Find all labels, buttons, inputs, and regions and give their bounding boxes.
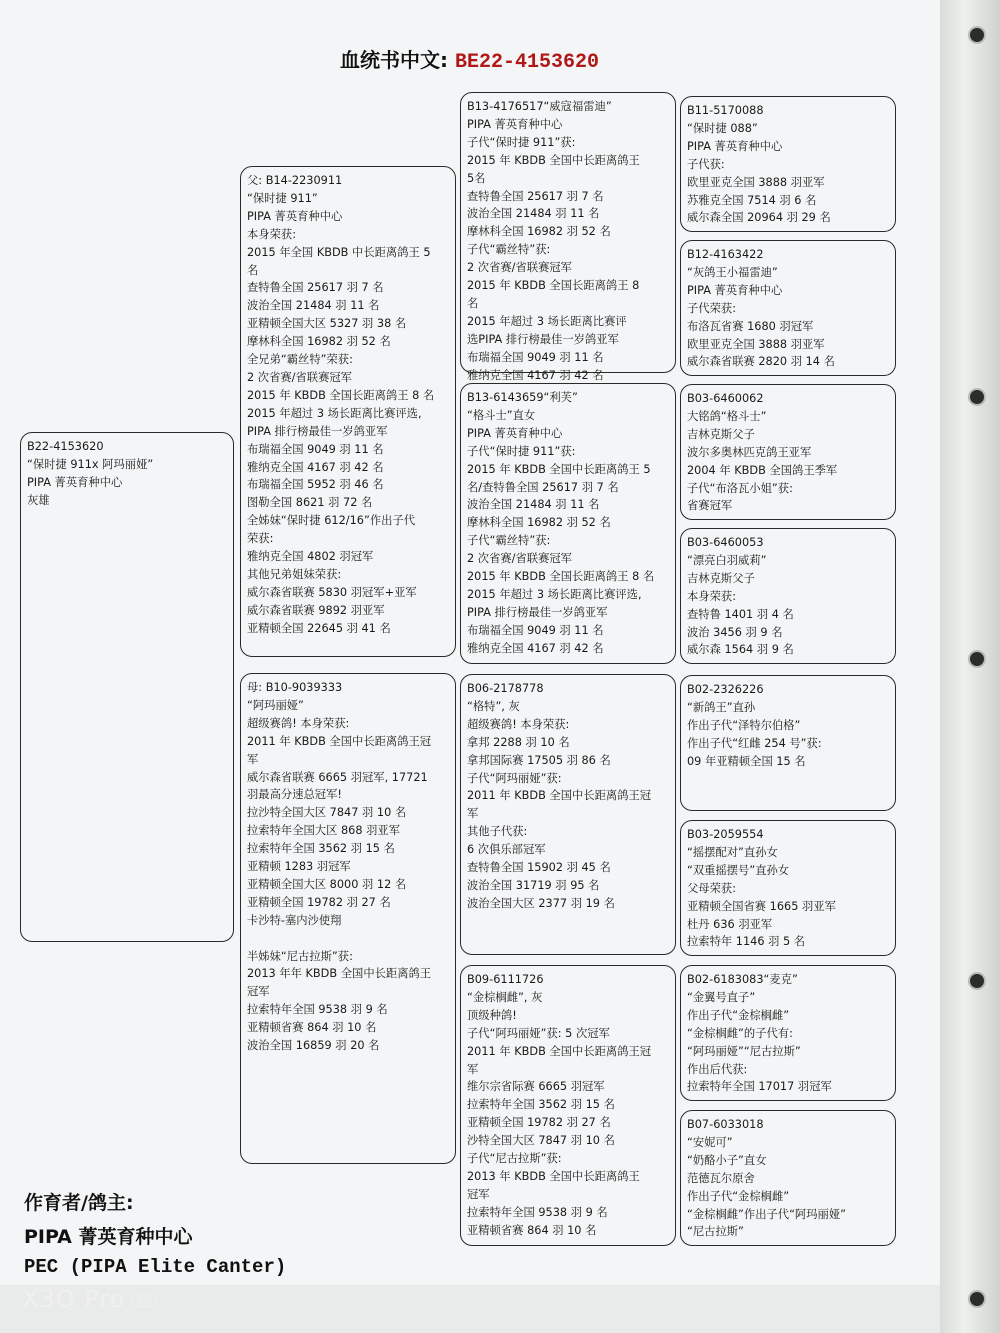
- text-line: 2 次省赛/省联赛冠军: [467, 261, 572, 275]
- text-line: 布洛瓦省赛 1680 羽冠军: [687, 319, 814, 333]
- text-line: 波治全国 21484 羽 11 名: [247, 299, 380, 313]
- text-line: 名/查特鲁全国 25617 羽 7 名: [467, 480, 619, 494]
- text-line: 全兄弟“霸丝特”荣获:: [247, 353, 353, 367]
- text-line: 2015 年 KBDB 全国长距离鸽王 8 名: [247, 388, 435, 402]
- text-line: 作出子代“红雌 254 号”获:: [687, 736, 822, 750]
- text-line: 子代获:: [687, 157, 725, 171]
- text-line: B02-6183083“麦克”: [687, 973, 798, 986]
- great-grandparent-box: [680, 240, 896, 376]
- text-line: 2011 年 KBDB 全国中长距离鸽王冠: [467, 789, 652, 803]
- text-line: 雅纳克全国 4167 羽 42 名: [247, 460, 384, 474]
- text-line: B07-6033018: [687, 1118, 764, 1131]
- text-line: 2011 年 KBDB 全国中长距离鸽王冠: [247, 734, 432, 748]
- text-line: 父: B14-2230911: [247, 174, 343, 187]
- text-line: 父母荣获:: [687, 881, 736, 895]
- text-line: 2015 年超过 3 场长距离比赛评选,: [247, 406, 422, 420]
- text-line: 2015 年 KBDB 全国长距离鸽王 8: [467, 279, 640, 293]
- text-line: B09-6111726: [467, 973, 544, 986]
- text-line: 荣获:: [247, 532, 274, 546]
- watermark-5g-badge: 5G: [131, 1294, 157, 1307]
- text-line: “双重摇摆号”直孙女: [687, 863, 790, 877]
- text-line: 卡沙特-塞内沙使翔: [247, 913, 342, 927]
- text-line: 亚精顿全国大区 5327 羽 38 名: [247, 317, 407, 331]
- text-line: “保时捷 088”: [687, 121, 758, 135]
- granddam-paternal-box: [460, 383, 676, 664]
- text-line: 波治全国 16859 羽 20 名: [247, 1039, 380, 1053]
- text-line: 波治全国 21484 羽 11 名: [467, 207, 600, 221]
- text-line: 2013 年 KBDB 全国中长距离鸽王: [467, 1169, 640, 1183]
- text-line: B11-5170088: [687, 104, 764, 117]
- text-line: 图勒全国 8621 羽 72 名: [247, 496, 373, 510]
- text-line: 本身荣获:: [687, 589, 736, 603]
- text-line: B03-6460053: [687, 536, 764, 549]
- text-line: 2013 年年 KBDB 全国中长距离鸽王: [247, 967, 432, 981]
- text-line: 查特鲁 1401 羽 4 名: [687, 607, 794, 621]
- text-line: 子代“布洛瓦小姐”获:: [687, 481, 793, 495]
- text-line: 亚精顿全国 22645 羽 41 名: [247, 621, 391, 635]
- grandsire-paternal-box: [460, 92, 676, 382]
- text-line: 5名: [467, 171, 486, 185]
- text-line: “保时捷 911x 阿玛丽娅”: [27, 457, 154, 471]
- text-line: 拉索特年全国大区 868 羽亚军: [247, 824, 401, 838]
- text-line: PIPA 排行榜最佳一岁鸽亚军: [247, 424, 388, 438]
- text-line: 拉索特年全国 9538 羽 9 名: [467, 1205, 608, 1219]
- text-line: 全姊妹“保时捷 612/16”作出子代: [247, 514, 416, 528]
- text-line: 作出后代获:: [687, 1062, 748, 1076]
- text-line: “阿玛丽娅”“尼古拉斯”: [687, 1044, 801, 1058]
- text-line: 查特鲁全国 25617 羽 7 名: [467, 189, 604, 203]
- text-line: 吉林克斯父子: [687, 427, 755, 441]
- ring-number: BE22-4153620: [454, 51, 599, 74]
- text-line: 摩林科全国 16982 羽 52 名: [247, 335, 391, 349]
- binder-hole: [968, 26, 986, 44]
- sire-box: [240, 166, 456, 657]
- text-line: PIPA 菁英育种中心: [687, 139, 783, 153]
- text-line: 军: [247, 752, 259, 766]
- text-line: “金棕榈雌”的子代有:: [687, 1026, 793, 1040]
- text-line: 欧里亚克全国 3888 羽亚军: [687, 337, 825, 351]
- text-line: 维尔宗省际赛 6665 羽冠军: [467, 1080, 605, 1094]
- text-line: 09 年亚精顿全国 15 名: [687, 754, 806, 768]
- text-line: 灰雄: [27, 493, 50, 507]
- text-line: 查特鲁全国 25617 羽 7 名: [247, 281, 384, 295]
- text-line: 拿邦国际赛 17505 羽 86 名: [467, 753, 611, 767]
- text-line: 亚精顿省赛 864 羽 10 名: [247, 1021, 377, 1035]
- text-line: 拉索特年全国 3562 羽 15 名: [247, 842, 395, 856]
- great-grandparent-box: [680, 820, 896, 956]
- text-line: 子代“阿玛丽娅”获: 5 次冠军: [467, 1026, 610, 1040]
- text-line: 冠军: [467, 1187, 490, 1201]
- text-line: 范德瓦尔原舍: [687, 1171, 755, 1185]
- great-grandparent-box: [680, 96, 896, 232]
- text-line: 拉沙特全国大区 7847 羽 10 名: [247, 806, 407, 820]
- text-line: 拉索特年全国 17017 羽冠军: [687, 1080, 832, 1094]
- text-line: 名: [247, 263, 259, 277]
- text-line: 2011 年 KBDB 全国中长距离鸽王冠: [467, 1044, 652, 1058]
- text-line: “新鸽王”直孙: [687, 700, 756, 714]
- text-line: 欧里亚克全国 3888 羽亚军: [687, 175, 825, 189]
- text-line: “格特”, 灰: [467, 699, 520, 713]
- title-label: 血统书中文:: [340, 48, 448, 72]
- text-line: “奶酪小子”直女: [687, 1153, 767, 1167]
- breeder-label: 作育者/鸽主:: [24, 1192, 134, 1214]
- text-line: 摩林科全国 16982 羽 52 名: [467, 516, 611, 530]
- text-line: 2 次省赛/省联赛冠军: [247, 370, 352, 384]
- text-line: 2004 年 KBDB 全国鸽王季军: [687, 463, 838, 477]
- text-line: 苏雅克全国 7514 羽 6 名: [687, 193, 817, 207]
- text-line: 波治全国大区 2377 羽 19 名: [467, 896, 615, 910]
- text-line: B03-2059554: [687, 828, 764, 841]
- binder-hole: [968, 972, 986, 990]
- text-line: 波治全国 31719 羽 95 名: [467, 878, 600, 892]
- breeder-name: PIPA 菁英育种中心: [24, 1226, 193, 1248]
- text-line: 拉索特年全国 3562 羽 15 名: [467, 1098, 615, 1112]
- text-line: B13-4176517“威寇福雷迪”: [467, 100, 612, 113]
- text-line: “摇摆配对”直孙女: [687, 845, 778, 859]
- text-line: 拉索特年 1146 羽 5 名: [687, 935, 806, 949]
- text-line: 布瑞福全国 9049 羽 11 名: [467, 350, 604, 364]
- text-line: B02-2326226: [687, 683, 764, 696]
- text-line: 亚精顿全国 19782 羽 27 名: [467, 1116, 611, 1130]
- text-line: 本身荣获:: [247, 227, 296, 241]
- watermark-text: X3O Pro: [22, 1285, 126, 1313]
- subject-box: [20, 432, 234, 942]
- text-line: 名: [467, 296, 479, 310]
- binder-hole: [968, 1290, 986, 1308]
- text-line: 雅纳克全国 4167 羽 42 名: [467, 641, 604, 655]
- text-line: 波治全国 21484 羽 11 名: [467, 498, 600, 512]
- text-line: 亚精顿全国 19782 羽 27 名: [247, 895, 391, 909]
- text-line: PIPA 菁英育种中心: [247, 209, 343, 223]
- text-line: PIPA 菁英育种中心: [467, 426, 563, 440]
- pedigree-title: [340, 44, 599, 74]
- text-line: 威尔森省联赛 6665 羽冠军, 17721: [247, 770, 428, 784]
- text-line: 冠军: [247, 985, 270, 999]
- text-line: 威尔森 1564 羽 9 名: [687, 643, 794, 657]
- text-line: “金棕榈雌”, 灰: [467, 990, 543, 1004]
- text-line: 吉林克斯父子: [687, 571, 755, 585]
- text-line: 羽最高分速总冠军!: [247, 788, 342, 802]
- text-line: “安妮可”: [687, 1135, 733, 1149]
- text-line: 作出子代“金棕榈雌”: [687, 1189, 790, 1203]
- text-line: 作出子代“泽特尔伯格”: [687, 718, 801, 732]
- text-line: 子代“尼古拉斯”获:: [467, 1152, 562, 1166]
- text-line: 超级赛鸽! 本身荣获:: [467, 717, 570, 731]
- text-line: 2015 年超过 3 场长距离比赛评选,: [467, 587, 642, 601]
- text-line: “灰鸽王小福雷迪”: [687, 265, 778, 279]
- text-line: 军: [467, 1062, 479, 1076]
- breeder-english-name: PEC (PIPA Elite Canter): [24, 1256, 287, 1278]
- text-line: 作出子代“金棕榈雌”: [687, 1008, 790, 1022]
- text-line: 大铭鸽“格斗士”: [687, 409, 767, 423]
- text-line: 雅纳克全国 4802 羽冠军: [247, 550, 374, 564]
- text-line: 摩林科全国 16982 羽 52 名: [467, 225, 611, 239]
- text-line: 拉索特年全国 9538 羽 9 名: [247, 1003, 388, 1017]
- great-grandparent-box: [680, 384, 896, 520]
- great-grandparent-box: [680, 965, 896, 1101]
- text-line: “保时捷 911”: [247, 191, 318, 205]
- text-line: 威尔森省联赛 2820 羽 14 名: [687, 355, 835, 369]
- text-line: 顶级种鸽!: [467, 1008, 517, 1022]
- text-line: 2015 年 KBDB 全国长距离鸽王 8 名: [467, 570, 655, 584]
- text-line: “金棕榈雌”作出子代“阿玛丽娅”: [687, 1207, 846, 1221]
- text-line: PIPA 排行榜最佳一岁鸽亚军: [467, 605, 608, 619]
- text-line: “阿玛丽娅”: [247, 698, 304, 712]
- text-line: B06-2178778: [467, 682, 544, 695]
- dam-box: [240, 673, 456, 1164]
- text-line: 超级赛鸽! 本身荣获:: [247, 716, 350, 730]
- text-line: PIPA 菁英育种中心: [27, 475, 123, 489]
- text-line: 2015 年 KBDB 全国中长距离鸽王 5: [467, 462, 651, 476]
- text-line: 省赛冠军: [687, 499, 733, 513]
- text-line: 波尔多奥林匹克鸽王亚军: [687, 445, 812, 459]
- text-line: 2 次省赛/省联赛冠军: [467, 552, 572, 566]
- text-line: 半姊妹“尼古拉斯”获:: [247, 949, 353, 963]
- binder-sleeve: [940, 0, 1000, 1333]
- text-line: 子代“保时捷 911”获:: [467, 444, 576, 458]
- text-line: 亚精顿省赛 864 羽 10 名: [467, 1223, 597, 1237]
- text-line: 2015 年全国 KBDB 中长距离鸽王 5: [247, 245, 431, 259]
- text-line: 2015 年超过 3 场长距离比赛评: [467, 314, 627, 328]
- text-line: PIPA 菁英育种中心: [687, 283, 783, 297]
- text-line: “金翼号直子”: [687, 990, 756, 1004]
- text-line: “格斗士”直女: [467, 408, 536, 422]
- text-line: 军: [467, 807, 479, 821]
- text-line: B03-6460062: [687, 392, 764, 405]
- text-line: 雅纳克全国 4167 羽 42 名: [467, 368, 604, 382]
- text-line: 杜丹 636 羽亚军: [687, 917, 773, 931]
- text-line: 威尔森全国 20964 羽 29 名: [687, 211, 831, 225]
- binder-hole: [968, 650, 986, 668]
- text-line: 沙特全国大区 7847 羽 10 名: [467, 1134, 615, 1148]
- text-line: B12-4163422: [687, 248, 764, 261]
- text-line: PIPA 菁英育种中心: [467, 117, 563, 131]
- great-grandparent-box: [680, 1110, 896, 1246]
- text-line: 子代“保时捷 911”获:: [467, 135, 576, 149]
- grandsire-maternal-box: [460, 674, 676, 955]
- text-line: 威尔森省联赛 9892 羽亚军: [247, 603, 385, 617]
- text-line: B13-6143659“利芙”: [467, 391, 578, 404]
- text-line: 子代“霸丝特”获:: [467, 243, 551, 257]
- text-line: 子代“阿玛丽娅”获:: [467, 771, 562, 785]
- text-line: 其他子代获:: [467, 825, 528, 839]
- text-line: 布瑞福全国 9049 羽 11 名: [247, 442, 384, 456]
- text-line: 拿邦 2288 羽 10 名: [467, 735, 570, 749]
- text-line: 其他兄弟姐妹荣获:: [247, 567, 342, 581]
- text-line: 子代“霸丝特”获:: [467, 534, 551, 548]
- text-line: [247, 930, 450, 948]
- text-line: 6 次俱乐部冠军: [467, 843, 546, 857]
- text-line: 威尔森省联赛 5830 羽冠军+亚军: [247, 585, 417, 599]
- text-line: 波治 3456 羽 9 名: [687, 625, 783, 639]
- camera-watermark: [22, 1285, 157, 1313]
- text-line: “尼古拉斯”: [687, 1225, 744, 1239]
- text-line: 亚精顿全国省赛 1665 羽亚军: [687, 899, 836, 913]
- great-grandparent-box: [680, 675, 896, 811]
- text-line: 亚精顿 1283 羽冠军: [247, 860, 351, 874]
- text-line: 查特鲁全国 15902 羽 45 名: [467, 861, 611, 875]
- text-line: 2015 年 KBDB 全国中长距离鸽王: [467, 153, 640, 167]
- text-line: 布瑞福全国 9049 羽 11 名: [467, 623, 604, 637]
- granddam-maternal-box: [460, 965, 676, 1246]
- text-line: 亚精顿全国大区 8000 羽 12 名: [247, 877, 407, 891]
- text-line: 选PIPA 排行榜最佳一岁鸽亚军: [467, 332, 619, 346]
- text-line: 布瑞福全国 5952 羽 46 名: [247, 478, 384, 492]
- text-line: “漂亮白羽威莉”: [687, 553, 767, 567]
- text-line: B22-4153620: [27, 440, 104, 453]
- text-line: 母: B10-9039333: [247, 681, 343, 694]
- great-grandparent-box: [680, 528, 896, 664]
- binder-hole: [968, 388, 986, 406]
- text-line: 子代荣获:: [687, 301, 736, 315]
